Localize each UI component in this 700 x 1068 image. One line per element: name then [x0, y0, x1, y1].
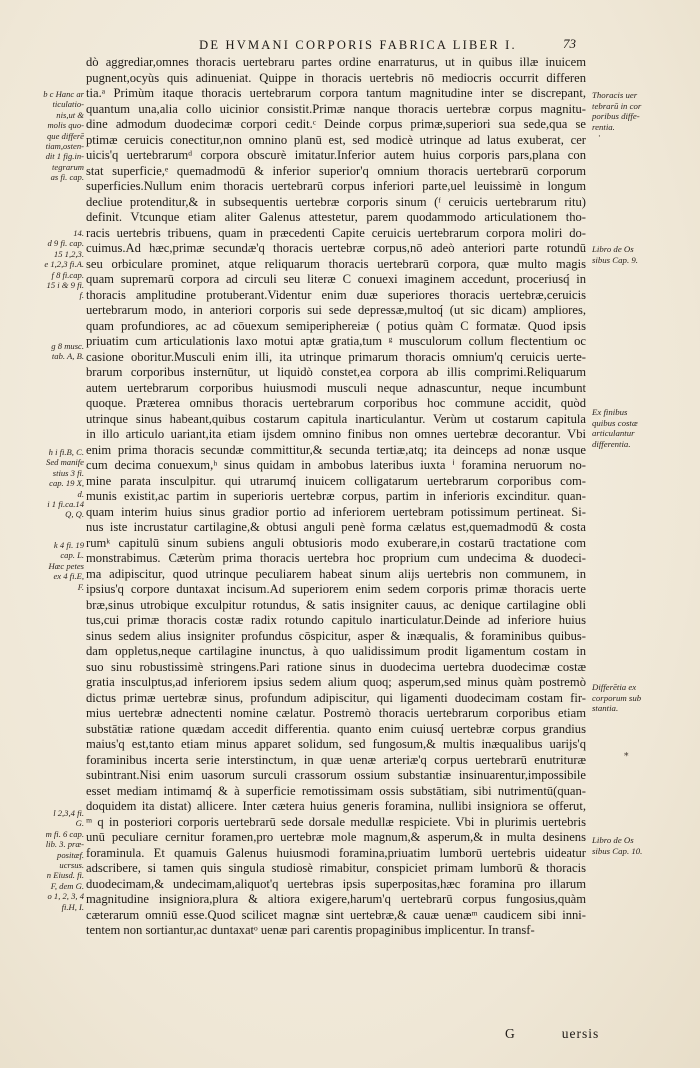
- marginal-note-line: tab. A, B.: [51, 351, 84, 362]
- text-line: casione oboritur.Musculi enim illi, ita utrinque primarum thoracis omnium'q ceruicis uerte-: [86, 349, 586, 364]
- marginal-note-line: que differē: [47, 130, 84, 141]
- text-line: maius'q est,tanto etiam minus apparet solidum, sed fungosum,& multis inæqualibus uarijs'q: [86, 737, 586, 751]
- text-line: quantum una,alia collo uicinior consistit.Primæ nanque thoracis uertebræ corpus magnitu-: [86, 101, 586, 116]
- text-line: sinus sedem alius insigniter profundus cōspicitur, asper & inæqualis, & foraminibus quibus-: [86, 628, 586, 643]
- marginal-note-line: n Eiusd. fi.: [46, 870, 84, 881]
- marginal-note-line: f.: [79, 290, 84, 301]
- marginal-note-line: dit 1 fig.in-: [45, 151, 84, 162]
- text-line: utrinque sinus habeant,quibus costarum capitula inarticulantur. Verùm ut costarum capitula: [86, 411, 586, 426]
- text-line: autem uertebrarum corporibus huiusmodi musculi neque adnascuntur, neque incumbunt: [86, 380, 586, 395]
- marginal-note-line: m fi. 6 cap.: [45, 828, 84, 839]
- marginal-note-line: Sed manife: [46, 457, 84, 468]
- text-line: tentem non sortiantur,ac duntaxatᵒ uenæ pari carentis propaginibus implicentur. In transf-: [86, 923, 535, 937]
- text-line: ptimæ ceruicis conectitur,non omnino planū est, sed modicè utrinque ad latus exuberat, cer: [86, 132, 586, 147]
- text-line: ᵐ q in posteriori corporis uertebrarū sede dorsale medullæ respiciete. Vbi in plurimis uertebris: [86, 814, 586, 829]
- text-line: superficies.Nullum enim thoracis uertebrarū corpus inferiori parte,uel leuissimè in longum: [86, 179, 586, 193]
- text-line: mine parata insculpitur. qui utrarumq́ inuicem colligatarum uertebrarum corporibus com-: [86, 473, 586, 488]
- left-marginal-note-6: [28, 808, 84, 912]
- marginal-note-line: lib. 3. præ-: [45, 839, 84, 850]
- left-marginal-note-5: [28, 540, 84, 592]
- left-marginal-note-2: [28, 228, 84, 301]
- marginal-note-line: sibus Cap. 9.: [592, 254, 638, 265]
- main-text-block: [86, 55, 586, 939]
- marginal-note-line: ucrsus.: [59, 860, 84, 871]
- page-number: 73: [563, 36, 576, 51]
- running-head: DE HVMANI CORPORIS FABRICA LIBER I.: [199, 38, 517, 52]
- marginal-note-line: cap. 19 X,: [49, 478, 84, 489]
- marginal-note-line: F.: [77, 581, 84, 592]
- marginal-note-line: Ex finibus: [592, 407, 628, 417]
- marginal-note-line: 15 1,2,3.: [53, 248, 84, 259]
- marginal-note-line: stantia.: [592, 703, 619, 714]
- text-line: uertebrarum modo, in anteriori corporis sui sede depressæ,multoq́ (ut sic dicam) ampliores,: [86, 303, 586, 317]
- marginal-note-line: differentia.: [592, 438, 631, 449]
- marginal-note-line: tegrarum: [52, 161, 84, 172]
- text-line: cum decima conuexum,ʰ sinus quidam in ambobus lateribus iuxta ⁱ foramina neruorum no-: [86, 458, 586, 472]
- marginal-note-line: tiam,osten-: [45, 141, 84, 152]
- text-line: gratia insculptus,ad inferiorem ipsius sedem alium quoq; asperum,sed minus quàm postremò: [86, 675, 586, 689]
- left-marginal-note-4: [28, 447, 84, 520]
- text-line: seu orbiculare prominet, atque reliquarum thoracis uertebrarū corpora, quæ multo magis: [86, 256, 586, 271]
- text-line: tus,cui primæ thoracis costæ radix rotundo capitulo inarticulatur.Deinde ad inferiore huius: [86, 613, 586, 627]
- text-line: magnitudine insigniora,plura & altiora exigere,harum'q uertebrarū corpus fungosius,quàm: [86, 892, 586, 906]
- marginal-note-line: Q, Q.: [65, 509, 84, 520]
- text-line: quam profundiores, ac ad cōuexum semiperiphereiæ ( potius quàm C formatæ. Quod ipsis: [86, 318, 586, 333]
- marginal-note-line: quibus costæ: [592, 417, 638, 428]
- text-line: unū peculiare cernitur foramen,pro uertebræ mole magnum,& asperum,& in multa desinens: [86, 830, 586, 844]
- marginal-note-line: Thoracis uer: [592, 90, 638, 100]
- text-line: rumᵏ capitulū sinum subiens anguli obtusioris modo exuberare,in costarū tractatione com: [86, 535, 586, 550]
- marginal-note-line: Libro de Os: [592, 835, 634, 845]
- text-line: foraminibus incerta serie interstinctum, in quæ uenæ arteriæ'q corpus uertebrarū enutrituræ: [86, 752, 586, 767]
- text-line: adscribere, si tamen quis singula studiosè rimabitur, conspiciet primam lumborū & thoracis: [86, 861, 586, 875]
- text-line: bræ,sinus utrobique exculpitur rotundus, & satis insigniter cauus, ac denique cartilagine obli: [86, 597, 586, 612]
- catchword-line: [505, 1026, 599, 1042]
- text-line: quoque. Præterea omnibus thoracis uertebrarum corporibus hoc commune accidit, quòd: [86, 396, 586, 410]
- marginal-note-line: F, dem G.: [50, 880, 84, 891]
- marginal-note-line: d 9 fi. cap.: [47, 238, 84, 249]
- marginal-note-line: positæf.: [57, 849, 84, 860]
- marginal-note-line: G.: [75, 818, 84, 829]
- marginal-note-line: 15 i & 9 fi.: [46, 280, 84, 291]
- marginal-note-line: l 2,3,4 fi.: [53, 808, 84, 818]
- text-line: pugnent,ocyùs quis adinueniat. Quippe in thoracis uertebris nō mediocris occurrit differen: [86, 70, 586, 85]
- marginal-note-line: i 1 fi.ca.14: [47, 499, 84, 510]
- text-line: tia.ᵃ Primùm itaque thoracis uertebrarum corpora tantum magnitudine inter se discrepant,: [86, 86, 586, 100]
- marginal-note-line: k 4 fi. 19: [53, 540, 84, 550]
- text-line: definit. Vtcunque etiam aliter Galenus attestetur, parem quodammodo articulationem tho-: [86, 210, 586, 224]
- text-line: dictus primæ uertebræ sinus, profundum adipiscitur, qui ligamenti duodecimam costam fir-: [86, 690, 586, 705]
- text-line: in illo articulo uariant,ita etiam ijsdem omnino finibus non omnes uertebræ decorantur. Vbi: [86, 427, 586, 441]
- text-line: quam interim huius sinus gradior portio ad inferiorem uertebram potissimum pertineat. Si-: [86, 504, 586, 519]
- text-line: dam oppletus,neque cartilagine inunctus, à quo ualidissimum prodit ligamentum costam in: [86, 644, 586, 658]
- marginal-note-line: e 1,2,3 fi.A.: [44, 259, 84, 270]
- text-line: monstrabimus. Cæterùm prima thoracis uertebra hoc proprium cum undecima & duodeci-: [86, 551, 586, 565]
- text-line: cuimus.Ad hæc,primæ secundæ'q thoracis uertebræ corpus,nō adeò anteriori parte rotundū: [86, 241, 586, 255]
- marginal-note-line: molis quo-: [47, 120, 84, 131]
- text-line: quam supremarū corpora ad circuli seu literæ C conuexi imaginem accedunt, proceriusq́ in: [86, 272, 586, 286]
- text-line: decliue protenditur,& in subsequentis uertebræ corporis sinum (ᶠ ceruicis uertebrarum ritu): [86, 194, 586, 209]
- text-line: mius uertebræ adnectenti nomine cælatur. Postremò thoracis uertebrarum corporibus etiam: [86, 706, 586, 720]
- marginal-note-line: rentia.: [592, 121, 615, 132]
- text-line: enim prima thoracis secundæ committitur,& secunda tertiæ,atq; ita deinceps ad nonæ usque: [86, 442, 586, 457]
- marginal-note-line: g 8 musc.: [51, 341, 84, 351]
- text-line: dine admodum duodecimæ corpori cedit.ᶜ Deinde corpus primæ,superiori sua sede,qua se: [86, 117, 586, 131]
- marginal-mark-asterisk: *: [624, 752, 629, 762]
- signature-mark: G: [505, 1026, 516, 1041]
- marginal-note-line: ticulatio-: [52, 99, 84, 110]
- text-line: thoracis amplitudine protuberant.Videntur enim duæ superiores thoracis uertebræ,ceruicis: [86, 287, 586, 302]
- right-marginal-note-5: [592, 835, 682, 856]
- text-line: substātiæ ratione quædam accedit differentia. quanto enim cuiusq́ uertebræ corpus grandius: [86, 721, 586, 736]
- marginal-note-line: f 8 fi.cap.: [51, 269, 84, 280]
- right-marginal-note-2: [592, 244, 682, 265]
- text-line: doquidem ita distat) allicere. Inter cætera huius generis foramina, nullibi insigniora se offerut,: [86, 799, 586, 813]
- marginal-note-line: Differētia ex: [592, 682, 637, 692]
- marginal-note-line: b c Hanc ar: [43, 89, 84, 99]
- text-line: duodecimam,& undecimam,aliquot'q uertebras ipsis superpositas,hæc foramina pro illarum: [86, 876, 586, 891]
- marginal-note-line: ex 4 fi.E,: [53, 571, 84, 582]
- marginal-note-line: corporum sub: [592, 692, 642, 703]
- right-marginal-note-4: [592, 682, 682, 714]
- text-line: foraminula. Et quamuis Galenus huiusmodi foramina,priuatim lumborū uertebris uideatur: [86, 845, 586, 860]
- marginal-note-line: fi.H, I.: [61, 901, 84, 912]
- text-line: cæterarum omniū esse.Quod scilicet magnæ sint uertebræ,& cauæ uenæᵐ caudicem sibi inni-: [86, 907, 586, 922]
- text-line: esset mediam intimamq́ & à superficie remotissimam ossis substātiam, sibi nutrimentū(quan-: [86, 783, 586, 798]
- text-line: brarum corporibus insternūtur, ut liquidò constet,ea corpora ab illis comprimi.Reliquarum: [86, 365, 586, 379]
- marginal-note-line: Libro de Os: [592, 244, 634, 254]
- marginal-note-line: d.: [77, 488, 84, 499]
- left-marginal-note-3: [28, 341, 84, 362]
- marginal-note-line: o 1, 2, 3, 4: [47, 891, 84, 902]
- text-line: uicis'q uertebrarumᵈ corpora obscurè imitatur.Inferior autem huius corporis pars,plana con: [86, 148, 586, 162]
- text-line: dò aggrediar,omnes thoracis uertebraru partes ordine enarraturus, ut in quibus illæ inuicem: [86, 55, 586, 69]
- text-line: suo sinu robustissimè stringens.Pari ratione sinus in duodecima uertebra duodecimæ costæ: [86, 659, 586, 674]
- text-line: subintrant.Nisi enim uasorum surculi crassorum ossium substantiæ insinuarentur,impossibile: [86, 768, 586, 782]
- right-marginal-note-3: [592, 407, 682, 449]
- marginal-note-line: sibus Cap. 10.: [592, 845, 643, 856]
- text-line: nus iste incrustatur cartilagine,& obtusi anguli penè forma cælatus est,quemadmodū & costa: [86, 520, 586, 534]
- marginal-note-line: 14.: [73, 228, 84, 238]
- text-line: ma adipiscitur, quod utrinque peculiarem habeat sinum alijs uertebris non communem, in: [86, 566, 586, 581]
- marginal-note-line: as fi. cap.: [50, 172, 84, 183]
- marginal-note-line: stius 3 fi.: [52, 467, 84, 478]
- text-line: priuatim cum articulationis laxo motui aptæ gratia,tum ᵍ musculorum collum flectentium oc: [86, 334, 586, 348]
- marginal-note-line: tebrarū in cor: [592, 100, 642, 111]
- left-marginal-note-1: [28, 89, 84, 183]
- marginal-mark-dot: ·: [598, 132, 601, 142]
- text-line: ipsius'q corpore duntaxat incisum.Ad superiorem enim sedem corporis primæ thoracis uerte: [86, 582, 586, 596]
- marginal-note-line: Hæc petes: [48, 560, 84, 571]
- catchword: uersis: [561, 1026, 600, 1041]
- marginal-note-line: cap. L.: [60, 550, 84, 561]
- marginal-note-line: articulantur: [592, 428, 635, 439]
- marginal-note-line: nis,ut &: [56, 109, 84, 120]
- text-line: stat superficie,ᵉ quemadmodū & inferior superior'q omnium thoracis uertebrarū corporum: [86, 163, 586, 178]
- marginal-note-line: poribus diffe-: [592, 111, 640, 122]
- text-line: racis uertebris tribuens, quam in præcedenti Capite ceruicis uertebrarum corpora moliri do-: [86, 225, 586, 240]
- right-marginal-note-1: [592, 90, 682, 132]
- marginal-note-line: h i fi.B, C.: [48, 447, 84, 457]
- text-line: munis existit,ac partim in superioris uertebræ corpus, partim in inferioris excinditur. quan-: [86, 489, 586, 503]
